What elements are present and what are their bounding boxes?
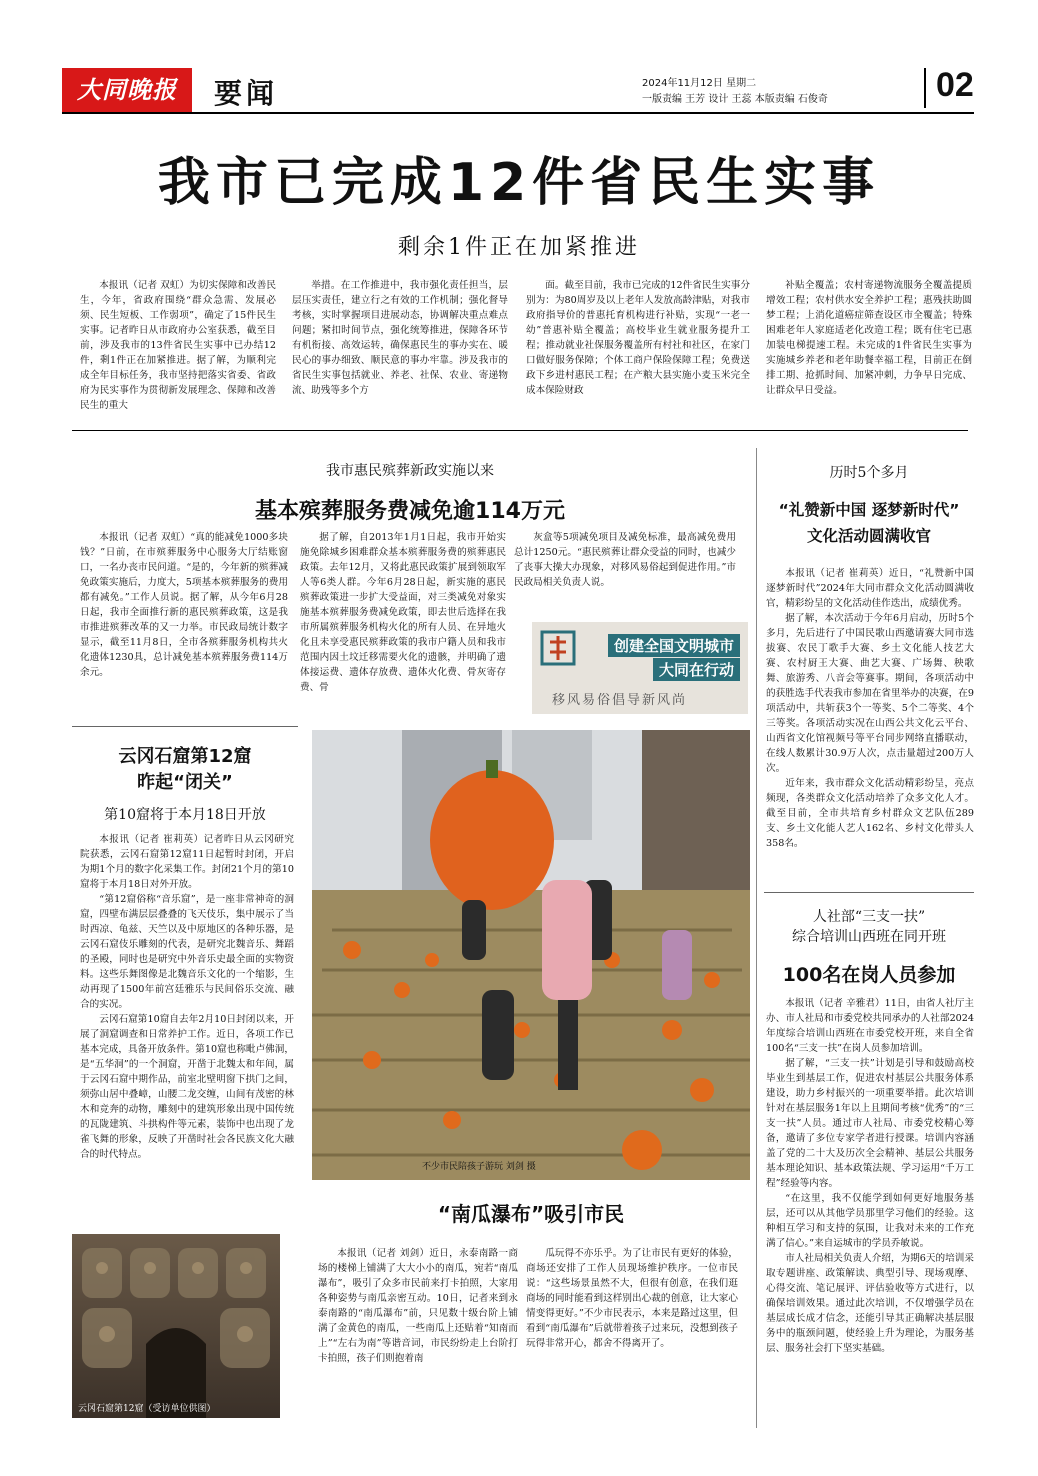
pumpkin-column-2: 瓜玩得不亦乐乎。为了让市民有更好的体验，商场还安排了工作人员现场维护秩序。一位市民说：“这些场景虽然不大，但很有创意，在我们逛商场的同时能看到这样别出心裁的创意，让大家心情变得更好。”不少市民表示，本来是路过这里，但看到“南瓜瀑布”后就带着孩子过来玩，没想到孩子玩得非常开心，都舍不得离开了。 xyxy=(526,1248,738,1349)
culture-headline-line-2: 文化活动圆满收官 xyxy=(806,527,931,545)
lead-column-2: 举措。在工作推进中，我市强化责任担当，层层压实责任，建立行之有效的工作机制；强化督导考核，实时掌握项目进展动态，协调解决重点难点问题；紧扣时间节点，强化统筹推进，保障各环节有机衔接、高效运转，确保惠民生的事办实在、暖民心的事办细致、顺民意的事办牢靠。涉及我市的省民生实事包括就业、养老、社保、农业、寄递物流、助残等多个方 xyxy=(292,280,508,396)
training-paragraph: 据了解，“三支一扶”计划是引导和鼓励高校毕业生到基层工作，促进农村基层公共服务体系建设，助力乡村振兴的一项重要举措。此次培训针对在基层服务1年以上且期间考核“优秀”的“三支一扶”人员。通过市人社局、市委党校精心筹备，邀请了多位专家学者进行授课。培训内容涵盖了党的二十大及历次全会精神、基层公共服务基本理论知识、基本政策法规、学习运用“千万工程”经验等内容。 xyxy=(766,1058,974,1189)
training-paragraph: 市人社局相关负责人介绍，为期6天的培训采取专题讲座、政策解读、典型引导、现场观摩、心得交流、笔记展评、评估验收等方式进行，以确保培训效果。通过此次培训，不仅增强学员在基层成长成才信念，还能引导其正确解决基层服务中的瓶颈问题，使经验上升为理论，为服务基层、服务社会打下坚实基础。 xyxy=(766,1253,974,1354)
grotto-body xyxy=(80,832,294,1162)
grotto-headline-line-2: 昨起“闭关” xyxy=(137,772,233,793)
grotto-photo-caption: 云冈石窟第12窟（受访单位供图） xyxy=(78,1404,216,1414)
civilization-banner xyxy=(532,622,748,714)
masthead-rule xyxy=(62,112,974,114)
culture-paragraph: 据了解，本次活动于今年6月启动，历时5个多月，先后进行了中国民歌山西邀请赛大同市选拔赛、农民丁歌手大赛、乡土文化能人技艺大赛、农村厨王大赛、曲艺大赛、广场舞、秧歌舞、旅游秀、八音会等赛事。期间，各项活动中的获胜选手代表我市参加在省里举办的决赛，在9项活动中，共斩获3个一等奖、5个二等奖、4个三等奖。各项活动实况在山西公共文化云平台、山西省文化馆视频号等平台同步网络直播联动，在线人数累计30.9万人次，点击量超过200万人次。 xyxy=(766,613,974,774)
newspaper-logo: 大同晚报 xyxy=(62,68,192,112)
grotto-photo xyxy=(72,1234,280,1418)
right-column-divider xyxy=(756,448,757,1428)
civilization-logo-icon xyxy=(540,630,576,666)
funeral-kicker: 我市惠民殡葬新政实施以来 xyxy=(326,463,494,479)
page-number: 02 xyxy=(936,66,974,104)
pumpkin-photo-caption: 不少市民陪孩子游玩 刘剑 摄 xyxy=(422,1162,536,1172)
training-paragraph: “在这里，我不仅能学到如何更好地服务基层，还可以从其他学员那里学习他们的经验。这种相互学习和支持的氛围，让我对未来的工作充满了信心。”来自运城市的学员乔敏说。 xyxy=(766,1193,974,1249)
grotto-top-rule xyxy=(72,726,298,727)
pumpkin-column-1: 本报讯（记者 刘剑）近日，永泰南路一商场的楼梯上铺满了大大小小的南瓜，宛若“南瓜瀑布”，吸引了众多市民前来打卡拍照，大家用各种姿势与南瓜亲密互动。10日，记者来到永泰南路的“南瓜瀑布”前，只见数十级台阶上铺满了金黄色的南瓜，一些南瓜上还贴着“知南而上”“左右为南”等谐音词，市民纷纷走上台阶打卡拍照，孩子们则抱着南 xyxy=(318,1248,518,1364)
banner-line-2: 大同在行动 xyxy=(653,658,740,681)
pumpkin-photo xyxy=(312,730,750,1180)
grotto-headline-line-1: 云冈石窟第12窟 xyxy=(118,746,252,767)
editors-line: 一版责编 王芳 设计 王蕊 本版责编 石俊奇 xyxy=(642,94,828,105)
lead-headline: 我市已完成12件省民生实事 xyxy=(157,153,881,213)
issue-info xyxy=(642,76,828,108)
training-paragraph: 本报讯（记者 辛雅君）11日，由省人社厅主办、市人社局和市委党校共同承办的人社部2024年度综合培训山西班在市委党校开班，来自全省100名“三支一扶”在岗人员参加培训。 xyxy=(766,998,974,1054)
training-kicker-line-1: 人社部“三支一扶” xyxy=(812,909,926,925)
funeral-column-3: 灰盒等5项减免项目及减免标准，最高减免费用总计1250元。“惠民殡葬让群众受益的同时，也减少了丧事大操大办现象，对移风易俗起到促进作用。”市民政局相关负责人说。 xyxy=(514,532,736,588)
grotto-paragraph: “第12窟俗称“音乐窟”，是一座非常神奇的洞窟，四壁布满层层叠叠的飞天伎乐，集中展示了当时西凉、龟兹、天竺以及中原地区的各种乐器，是云冈石窟伎乐雕刻的代表，是研究北魏音乐、舞蹈的圣殿，同时也是研究中外音乐史最全面的实物资料。这些乐舞图像是北魏音乐文化的一个缩影，生动再现了1500年前宫廷雅乐与民间俗乐交流、融合的实况。 xyxy=(80,894,294,1010)
training-body xyxy=(766,996,974,1356)
culture-body xyxy=(766,566,974,851)
banner-line-1: 创建全国文明城市 xyxy=(608,634,740,657)
lead-subheadline: 剩余1件正在加紧推进 xyxy=(398,235,640,260)
culture-headline-line-1: “礼赞新中国 逐梦新时代” xyxy=(778,501,960,519)
pumpkin-photo-image xyxy=(312,730,750,1180)
culture-paragraph: 近年来，我市群众文化活动精彩纷呈，亮点频现，各类群众文化活动培养了众多文化人才。截至目前，全市共培育乡村群众文艺队伍289支、乡土文化能人艺人162名、乡村文化带头人358名。 xyxy=(766,778,974,849)
training-headline: 100名在岗人员参加 xyxy=(782,964,956,986)
lead-bottom-rule xyxy=(72,430,968,431)
training-kicker-line-2: 综合培训山西班在同开班 xyxy=(792,929,946,945)
section-title: 要闻 xyxy=(214,77,279,110)
culture-paragraph: 本报讯（记者 崔莉英）近日，“礼赞新中国 逐梦新时代”2024年大同市群众文化活动圆满收官，精彩纷呈的文化活动佳作迭出，成绩优秀。 xyxy=(766,568,974,609)
grotto-subhead: 第10窟将于本月18日开放 xyxy=(104,807,266,823)
grotto-paragraph: 云冈石窟第10窟自去年2月10日封闭以来，开展了洞窟调查和日常养护工作。近日，各项工作已基本完成，具备开放条件。第10窟也称毗卢佛洞，是“五华洞”的一个洞窟，开凿于北魏太和年间，属于云冈石窟中期作品，前室北壁明窗下拱门之间，须弥山居中叠嶂，山腰二龙交缠，山间有茂密的林木和竞奔的动物，雕刻中的建筑形象出现中国传统的瓦陇建筑、斗拱构件等元素，装饰中也出现了龙雀飞舞的形象，反映了开凿时社会各民族文化大融合的时代特点。 xyxy=(80,1014,294,1160)
grotto-photo-image xyxy=(72,1234,280,1418)
lead-column-3: 面。截至目前，我市已完成的12件省民生实事分别为：为80周岁及以上老年人发放高龄津贴，对我市政府指导价的普惠托育机构进行补贴，实现“一老一幼”普惠补贴全覆盖；高校毕业生就业服务提升工程；推动就业社保服务覆盖所有村社和社区，在家门口做好服务保障；个体工商户保险保障工程；免费送政下乡进村惠民工程；在产粮大县实施小麦玉米完全成本保险财政 xyxy=(526,280,750,396)
lead-column-1: 本报讯（记者 双虹）为切实保障和改善民生，今年，省政府围绕“群众急需、发展必须、民生短板、工作弱项”，确定了15件民生实事。记者昨日从市政府办公室获悉，截至目前，涉及我市的13件省民生实事中已办结12件，剩1件正在加紧推进。据了解，为顺利完成全年目标任务，我市坚持把落实省委、省政府为民实事作为贯彻新发展理念、保障和改善民生的重大 xyxy=(80,280,276,411)
funeral-headline: 基本殡葬服务费减免逾114万元 xyxy=(255,499,565,524)
pumpkin-headline: “南瓜瀑布”吸引市民 xyxy=(437,1202,625,1226)
page-number-divider xyxy=(924,68,926,108)
culture-bottom-rule xyxy=(764,892,974,893)
lead-column-4: 补贴全覆盖；农村寄递物流服务全覆盖提质增效工程；农村供水安全养护工程；惠残扶助圆梦工程；上消化道癌症筛查设区市全覆盖；特殊困难老年人家庭适老化改造工程；既有住宅已惠加装电梯提速工程。未完成的1件省民生实事为实施城乡养老和老年助餐幸福工程，目前正在倒排工期、抢抓时间、加紧冲刺，力争早日完成、让群众早日受益。 xyxy=(766,280,972,396)
funeral-column-2: 据了解，自2013年1月1日起，我市开始实施免除城乡困难群众基本殡葬服务费的殡葬惠民政策。去年12月，又将此惠民政策扩展到领取军人等6类人群。今年6月28日起，新实施的惠民殡葬政策进一步扩大受益面，对三类减免对象实施基本殡葬服务费减免政策，即去世后选择在我市所属殡葬服务机构火化的所有人员、在异地火化且未享受惠民殡葬政策的我市户籍人员和我市范围内因土坟迁移需要火化的遗骸，并明确了遗体接运费、遗体存放费、遗体火化费、骨灰寄存费、骨 xyxy=(300,532,506,693)
banner-line-3: 移风易俗倡导新风尚 xyxy=(552,693,688,708)
culture-kicker: 历时5个多月 xyxy=(829,465,909,481)
date-line: 2024年11月12日 星期二 xyxy=(642,78,757,89)
grotto-paragraph: 本报讯（记者 崔莉英）记者昨日从云冈研究院获悉，云冈石窟第12窟11日起暂时封闭，开启为期1个月的数字化采集工作。封闭21个月的第10窟将于本月18日对外开放。 xyxy=(80,834,294,890)
funeral-column-1: 本报讯（记者 双虹）“真的能减免1000多块钱？”日前，在市殡葬服务中心服务大厅结账窗口，一名办丧市民问道。“是的，今年新的殡葬减免政策实施后，力度大，5项基本殡葬服务的费用都有减免。”工作人员说。据了解，从今年6月28日起，我市全面推行新的惠民殡葬政策，这是我市推进殡葬改革的又一力举。市民政局统计数字显示，截至11月8日，全市各殡葬服务机构共火化遗体1230具，总计减免基本殡葬服务费114万余元。 xyxy=(80,532,288,678)
